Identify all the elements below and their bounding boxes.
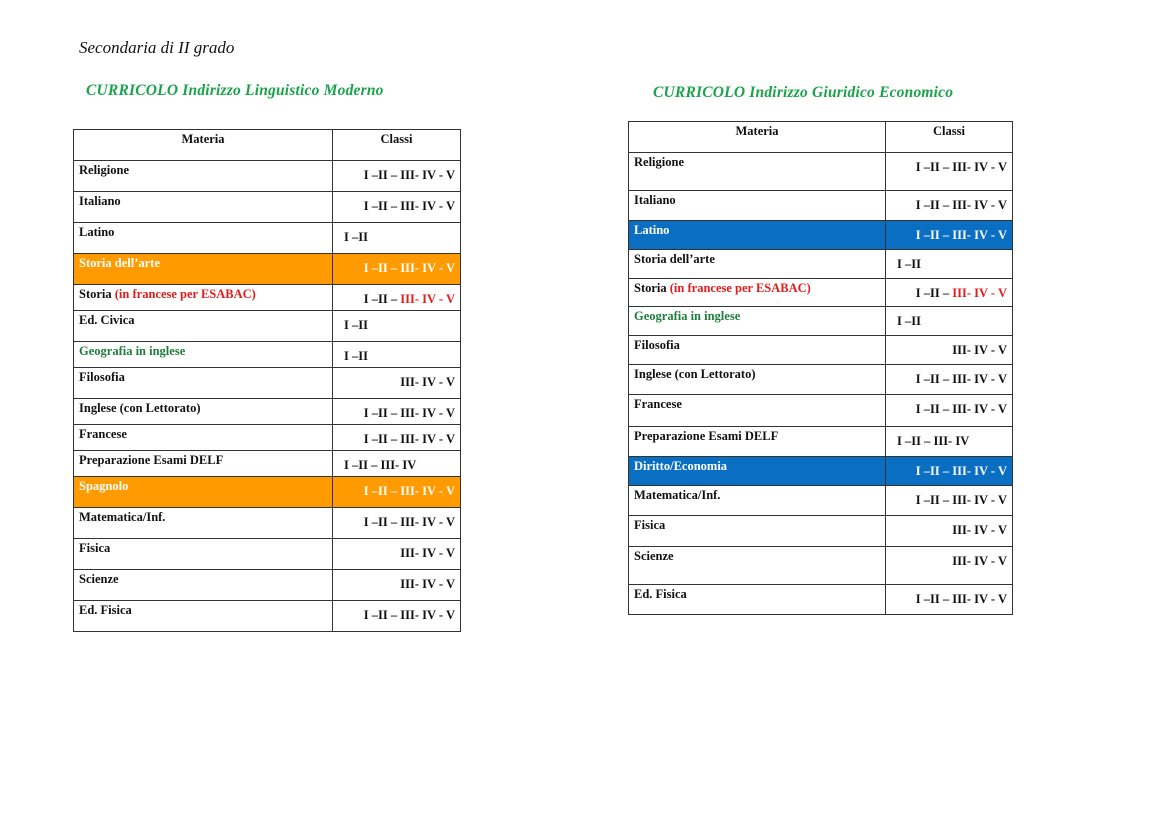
classes-cell (886, 191, 1013, 221)
table-row (629, 191, 1013, 221)
table-header-row (629, 122, 1013, 153)
classes-value: I –II – III- IV - V (915, 402, 1007, 416)
subject-name: Storia (634, 281, 670, 295)
subject-cell (74, 508, 333, 539)
classes-value: I –II (897, 314, 921, 328)
table-row (74, 451, 461, 477)
subject-name: Filosofia (79, 370, 125, 384)
classes-cell (886, 395, 1013, 427)
table-row (74, 254, 461, 285)
classes-cell (333, 285, 461, 311)
table-row (74, 399, 461, 425)
subject-cell (74, 477, 333, 508)
column-header-materia: Materia (629, 122, 886, 153)
subject-name: Storia dell’arte (634, 252, 715, 266)
subject-cell (74, 192, 333, 223)
classes-cell (333, 311, 461, 342)
table-row (629, 221, 1013, 250)
classes-cell (333, 451, 461, 477)
subject-cell (629, 221, 886, 250)
classes-value: I –II – (915, 286, 953, 300)
table-row (629, 585, 1013, 615)
subject-cell (74, 601, 333, 632)
classes-cell (886, 221, 1013, 250)
subject-name: Francese (79, 427, 127, 441)
subject-cell (74, 368, 333, 399)
classes-cell (333, 161, 461, 192)
classes-cell (333, 399, 461, 425)
subject-cell (74, 161, 333, 192)
classes-cell (333, 342, 461, 368)
classes-value: I –II – (363, 292, 401, 306)
table-row (629, 250, 1013, 279)
classes-value: I –II – III- IV - V (363, 484, 455, 498)
table-row (74, 477, 461, 508)
table-row (74, 368, 461, 399)
classes-value: I –II (344, 349, 368, 363)
classes-cell (333, 192, 461, 223)
classes-value-esabac: III- IV - V (952, 286, 1007, 300)
classes-value: I –II – III- IV - V (363, 261, 455, 275)
classes-cell (333, 477, 461, 508)
subject-cell (74, 425, 333, 451)
table-row (629, 547, 1013, 585)
classes-value: I –II (344, 230, 368, 244)
subject-cell (74, 570, 333, 601)
curriculum-table-linguistico (73, 129, 461, 632)
classes-cell (886, 336, 1013, 365)
classes-value: I –II – III- IV - V (915, 493, 1007, 507)
classes-value: I –II – III- IV - V (915, 464, 1007, 478)
classes-cell (886, 516, 1013, 547)
classes-cell (333, 539, 461, 570)
table-row (629, 457, 1013, 486)
classes-value: I –II – III- IV - V (915, 592, 1007, 606)
subject-name: Scienze (79, 572, 119, 586)
classes-value: I –II – III- IV - V (915, 228, 1007, 242)
subject-cell (629, 457, 886, 486)
table-row (629, 516, 1013, 547)
classes-value: III- IV - V (400, 577, 455, 591)
subject-name: Fisica (79, 541, 111, 555)
subject-cell (629, 365, 886, 395)
table-row (74, 539, 461, 570)
classes-cell (333, 223, 461, 254)
subject-name: Scienze (634, 549, 674, 563)
subject-name: Preparazione Esami DELF (634, 429, 779, 443)
table-row (629, 365, 1013, 395)
classes-value: I –II – III- IV - V (915, 160, 1007, 174)
classes-cell (886, 427, 1013, 457)
subject-name: Latino (79, 225, 115, 239)
subject-name: Matematica/Inf. (634, 488, 721, 502)
subject-cell (74, 311, 333, 342)
classes-cell (333, 368, 461, 399)
classes-value: I –II – III- IV (344, 458, 417, 472)
classes-cell (886, 486, 1013, 516)
subject-name: Francese (634, 397, 682, 411)
subject-name: Latino (634, 223, 670, 237)
subject-cell (74, 342, 333, 368)
page-header: Secondaria di II grado (79, 38, 235, 57)
right-table-title: CURRICOLO Indirizzo Giuridico Economico (653, 84, 954, 101)
table-row (629, 486, 1013, 516)
subject-name: Inglese (con Lettorato) (79, 401, 201, 415)
subject-name: Matematica/Inf. (79, 510, 166, 524)
classes-cell (333, 570, 461, 601)
subject-name: Diritto/Economia (634, 459, 728, 473)
classes-value: I –II (344, 318, 368, 332)
classes-cell (333, 425, 461, 451)
table-row (74, 161, 461, 192)
subject-cell (629, 395, 886, 427)
table-row (74, 601, 461, 632)
classes-value: I –II – III- IV - V (363, 199, 455, 213)
table-row (74, 223, 461, 254)
subject-name: Ed. Fisica (634, 587, 687, 601)
classes-value: I –II – III- IV - V (363, 168, 455, 182)
table-row (74, 192, 461, 223)
subject-cell (74, 451, 333, 477)
classes-cell (886, 365, 1013, 395)
subject-name: Fisica (634, 518, 666, 532)
subject-note: (in francese per ESABAC) (114, 287, 256, 301)
classes-value: III- IV - V (400, 375, 455, 389)
left-table-title: CURRICOLO Indirizzo Linguistico Moderno (86, 82, 384, 99)
subject-cell (629, 307, 886, 336)
subject-cell (74, 285, 333, 311)
classes-value: III- IV - V (400, 546, 455, 560)
classes-value: I –II – III- IV - V (363, 406, 455, 420)
subject-cell (629, 336, 886, 365)
subject-name: Geografia in inglese (79, 344, 186, 358)
table-row (629, 427, 1013, 457)
subject-name: Geografia in inglese (634, 309, 741, 323)
classes-cell (886, 307, 1013, 336)
classes-value: I –II – III- IV - V (915, 198, 1007, 212)
classes-value-esabac: III- IV - V (400, 292, 455, 306)
column-header-classi: Classi (333, 130, 461, 161)
subject-cell (74, 539, 333, 570)
classes-cell (886, 250, 1013, 279)
classes-value: III- IV - V (952, 343, 1007, 357)
classes-cell (886, 279, 1013, 307)
table-row (74, 342, 461, 368)
classes-value: I –II – III- IV - V (363, 515, 455, 529)
table-header-row (74, 130, 461, 161)
curriculum-table-giuridico (628, 121, 1013, 615)
subject-cell (74, 223, 333, 254)
classes-cell (333, 508, 461, 539)
table-row (74, 570, 461, 601)
classes-value: I –II – III- IV - V (363, 608, 455, 622)
subject-cell (629, 516, 886, 547)
classes-cell (886, 153, 1013, 191)
subject-name: Ed. Fisica (79, 603, 132, 617)
classes-cell (333, 601, 461, 632)
table-row (629, 153, 1013, 191)
classes-value: I –II – III- IV (897, 434, 970, 448)
subject-name: Storia dell’arte (79, 256, 160, 270)
subject-note: (in francese per ESABAC) (669, 281, 811, 295)
subject-name: Filosofia (634, 338, 680, 352)
subject-cell (74, 399, 333, 425)
subject-name: Religione (634, 155, 684, 169)
classes-cell (886, 457, 1013, 486)
table-row (74, 425, 461, 451)
subject-name: Preparazione Esami DELF (79, 453, 224, 467)
subject-name: Storia (79, 287, 115, 301)
classes-value: I –II – III- IV - V (363, 432, 455, 446)
column-header-classi: Classi (886, 122, 1013, 153)
classes-value: I –II (897, 257, 921, 271)
subject-name: Italiano (634, 193, 676, 207)
subject-cell (629, 279, 886, 307)
table-row (629, 395, 1013, 427)
table-row (74, 285, 461, 311)
classes-value: III- IV - V (952, 523, 1007, 537)
subject-cell (629, 250, 886, 279)
classes-cell (886, 547, 1013, 585)
table-row (74, 508, 461, 539)
column-header-materia: Materia (74, 130, 333, 161)
subject-cell (629, 585, 886, 615)
subject-cell (629, 153, 886, 191)
subject-name: Inglese (con Lettorato) (634, 367, 756, 381)
subject-cell (629, 486, 886, 516)
classes-value: I –II – III- IV - V (915, 372, 1007, 386)
table-row (629, 336, 1013, 365)
subject-name: Ed. Civica (79, 313, 135, 327)
classes-cell (333, 254, 461, 285)
subject-name: Religione (79, 163, 129, 177)
subject-name: Italiano (79, 194, 121, 208)
subject-cell (74, 254, 333, 285)
subject-name: Spagnolo (79, 479, 129, 493)
subject-cell (629, 427, 886, 457)
table-row (629, 307, 1013, 336)
classes-cell (886, 585, 1013, 615)
classes-value: III- IV - V (952, 554, 1007, 568)
subject-cell (629, 547, 886, 585)
table-row (74, 311, 461, 342)
table-row (629, 279, 1013, 307)
subject-cell (629, 191, 886, 221)
